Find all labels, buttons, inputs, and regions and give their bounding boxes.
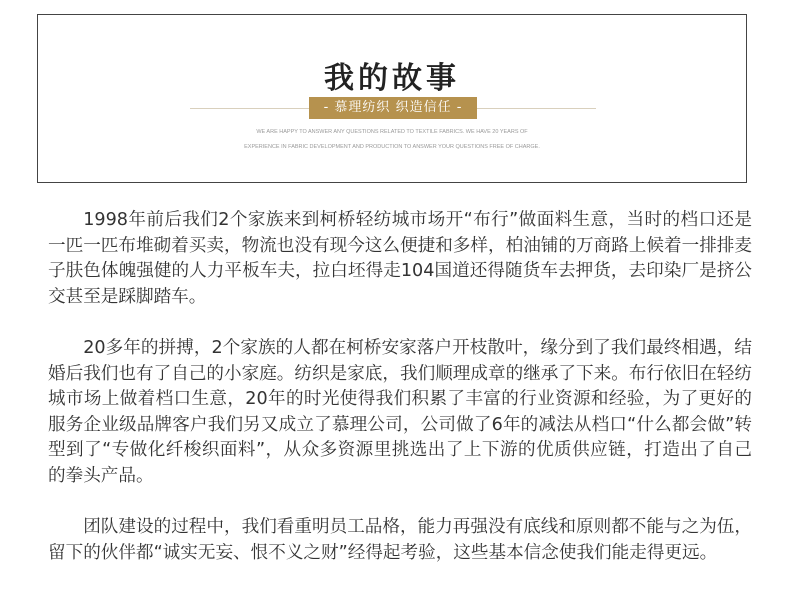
english-intro-line-1: WE ARE HAPPY TO ANSWER ANY QUESTIONS RELATED TO TEXTILE FABRICS. WE HAVE 20 YEARS OF xyxy=(256,129,528,135)
story-paragraph-1: 1998年前后我们2个家族来到柯桥轻纺城市场开“布行”做面料生意，当时的档口还是一匹一匹布堆砌着买卖，物流也没有现今这么便捷和多样，柏油铺的万商路上候着一排排麦子肤色体魄强健的人力平板车夫，拉白坯得走104国道还得随货车去押货，去印染厂是挤公交甚至是踩脚踏车。 xyxy=(48,210,752,307)
story-body xyxy=(48,208,752,566)
story-paragraph-2: 20多年的拼搏，2个家族的人都在柯桥安家落户开枝散叶，缘分到了我们最终相遇，结婚后我们也有了自己的小家庭。纺织是家底，我们顺理成章的继承了下来。布行依旧在轻纺城市场上做着档口生意，20年的时光使得我们积累了丰富的行业资源和经验，为了更好的服务企业级品牌客户我们另又成立了慕理公司，公司做了6年的减法从档口“什么都会做”转型到了“专做化纤梭织面料”，从众多资源里挑选出了上下游的优质供应链，打造出了自己的拳头产品。 xyxy=(48,337,752,486)
english-intro-line-2: EXPERIENCE IN FABRIC DEVELOPMENT AND PRODUCTION TO ANSWER YOUR QUESTIONS FREE OF CHARGE. xyxy=(244,144,540,150)
english-intro xyxy=(38,125,746,155)
header-box xyxy=(37,14,747,183)
subtitle-badge: - 慕理纺织 织造信任 - xyxy=(309,97,477,119)
story-paragraph-3: 团队建设的过程中，我们看重明员工品格，能力再强没有底线和原则都不能与之为伍，留下的伙伴都“诚实无妄、恨不义之财”经得起考验，这些基本信念使我们能走得更远。 xyxy=(48,517,752,563)
page-title: 我的故事 xyxy=(324,61,460,96)
